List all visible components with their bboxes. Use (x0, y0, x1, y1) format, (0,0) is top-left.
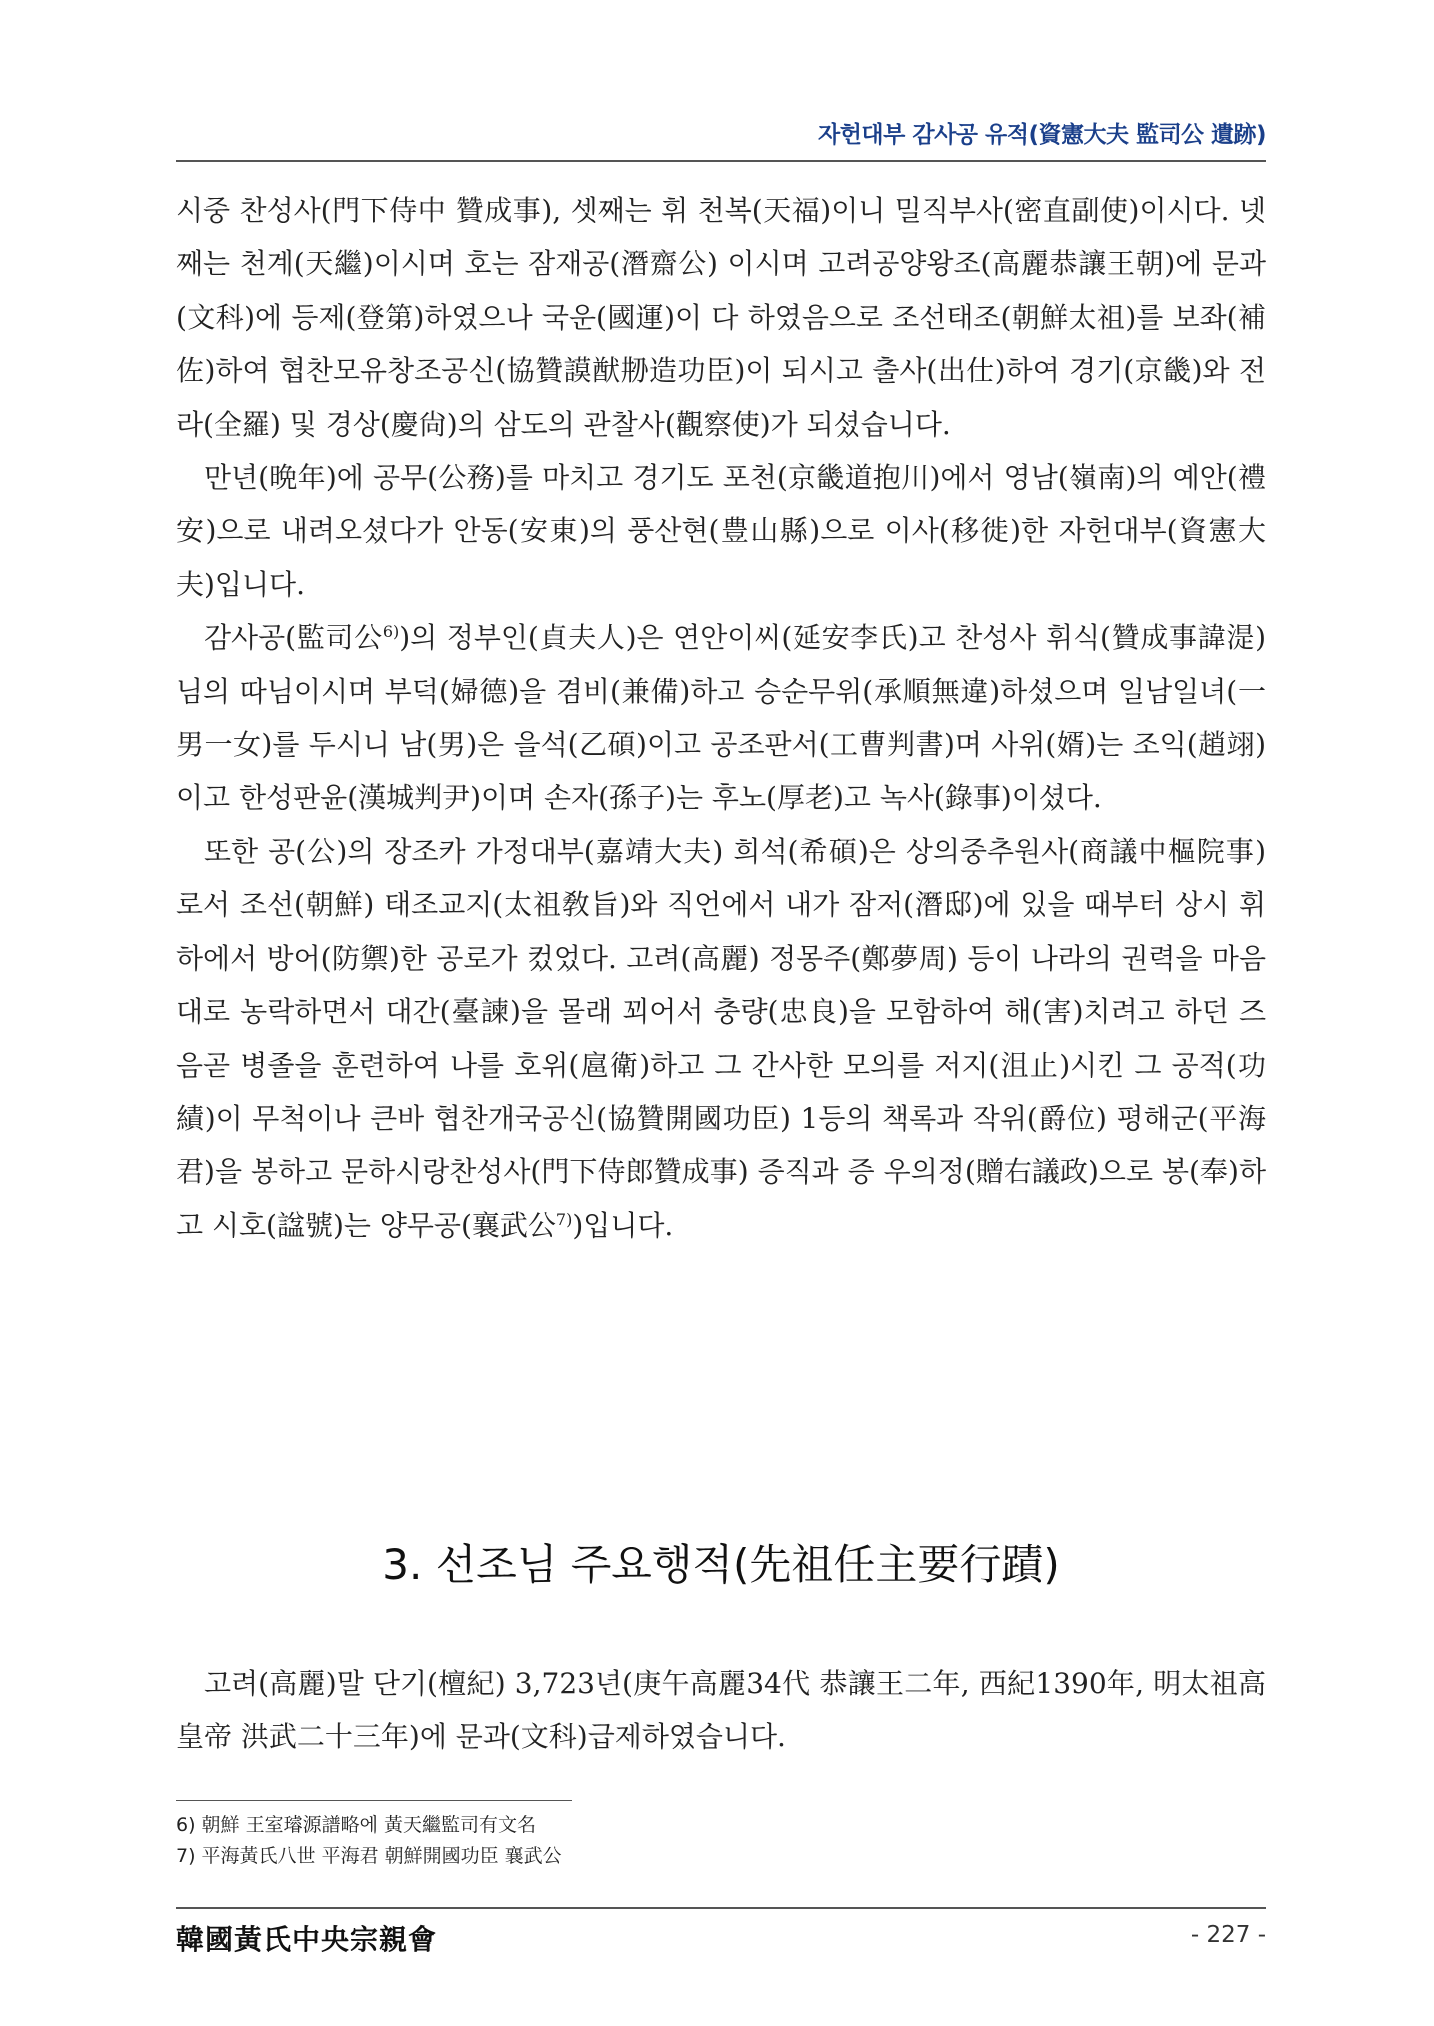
page-number: - 227 - (1190, 1922, 1266, 1948)
paragraph-1: 시중 찬성사(門下侍中 贊成事), 셋째는 휘 천복(天福)이니 밀직부사(密直副使)이시다. 넷째는 천계(天繼)이시며 호는 잠재공(潛齋公) 이시며 고려공양왕조(高麗恭讓王朝)에 문과(文科)에 등제(登第)하였으나 국운(國運)이 다 하였음으로 조선태조(朝鮮太祖)를 보좌(補佐)하여 협찬모유창조공신(協贊謨猷刱造功臣)이 되시고 출사(出仕)하여 경기(京畿)와 전라(全羅) 및 경상(慶尙)의 삼도의 관찰사(觀察使)가 되셨습니다. (176, 194, 1266, 441)
paragraph-4 (176, 825, 1266, 1252)
paragraph-3-text: 감사공(監司公 (204, 621, 383, 655)
footer-organization: 韓國黃氏中央宗親會 (176, 1923, 438, 1956)
section-body-text (176, 1657, 1266, 1763)
paragraph-5: 고려(高麗)말 단기(檀紀) 3,723년(庚午高麗34代 恭讓王二年, 西紀1390年, 明太祖高皇帝 洪武二十三年)에 문과(文科)급제하였습니다. (176, 1667, 1266, 1753)
header-divider (176, 160, 1266, 162)
footnote-7: 7) 平海黃氏八世 平海君 朝鮮開國功臣 襄武公 (176, 1845, 562, 1867)
paragraph-4-text-cont: )입니다. (572, 1208, 674, 1242)
footnote-6: 6) 朝鮮 王室璿源譜略에 黃天繼監司有文名 (176, 1814, 536, 1836)
paragraph-3 (176, 611, 1266, 825)
footnote-divider (176, 1800, 572, 1801)
paragraph-4-text: 또한 공(公)의 장조카 가정대부(嘉靖大夫) 희석(希碩)은 상의중추원사(商議中樞院事)로서 조선(朝鮮) 태조교지(太祖敎旨)와 직언에서 내가 잠저(潛邸)에 있을 때부터 상시 휘하에서 방어(防禦)한 공로가 컸었다. 고려(高麗) 정몽주(鄭夢周) 등이 나라의 권력을 마음대로 농락하면서 대간(臺諫)을 몰래 꾀어서 충량(忠良)을 모함하여 해(害)치려고 하던 즈음곧 병졸을 훈련하여 나를 호위(扈衛)하고 그 간사한 모의를 저지(沮止)시킨 그 공적(功績)이 무척이나 큰바 협찬개국공신(協贊開國功臣) 1등의 책록과 작위(爵位) 평해군(平海君)을 봉하고 문하시랑찬성사(門下侍郎贊成事) 증직과 증 우의정(贈右議政)으로 봉(奉)하고 시호(諡號)는 양무공(襄武公 (176, 834, 1266, 1242)
footnotes (176, 1810, 562, 1872)
paragraph-2: 만년(晩年)에 공무(公務)를 마치고 경기도 포천(京畿道抱川)에서 영남(嶺南)의 예안(禮安)으로 내려오셨다가 안동(安東)의 풍산현(豊山縣)으로 이사(移徙)한 자헌대부(資憲大夫)입니다. (176, 461, 1266, 601)
running-header-title: 자헌대부 감사공 유적(資憲大夫 監司公 遺跡) (817, 122, 1266, 148)
paragraph-3-text-cont: )의 정부인(貞夫人)은 연안이씨(延安李氏)고 찬성사 휘식(贊成事諱湜)님의 따님이시며 부덕(婦德)을 겸비(兼備)하고 승순무위(承順無違)하셨으며 일남일녀(一男一女)를 두시니 남(男)은 을석(乙碩)이고 공조판서(工曹判書)며 사위(婿)는 조익(趙翊)이고 한성판윤(漢城判尹)이며 손자(孫子)는 후노(厚老)고 녹사(錄事)이셨다. (176, 621, 1266, 815)
section-heading: 3. 선조님 주요행적(先祖任主要行蹟) (382, 1540, 1060, 1589)
body-text (176, 184, 1266, 1252)
footnote-ref-6: 6) (382, 622, 400, 642)
footnote-ref-7: 7) (555, 1209, 573, 1229)
footer-divider (176, 1907, 1266, 1909)
